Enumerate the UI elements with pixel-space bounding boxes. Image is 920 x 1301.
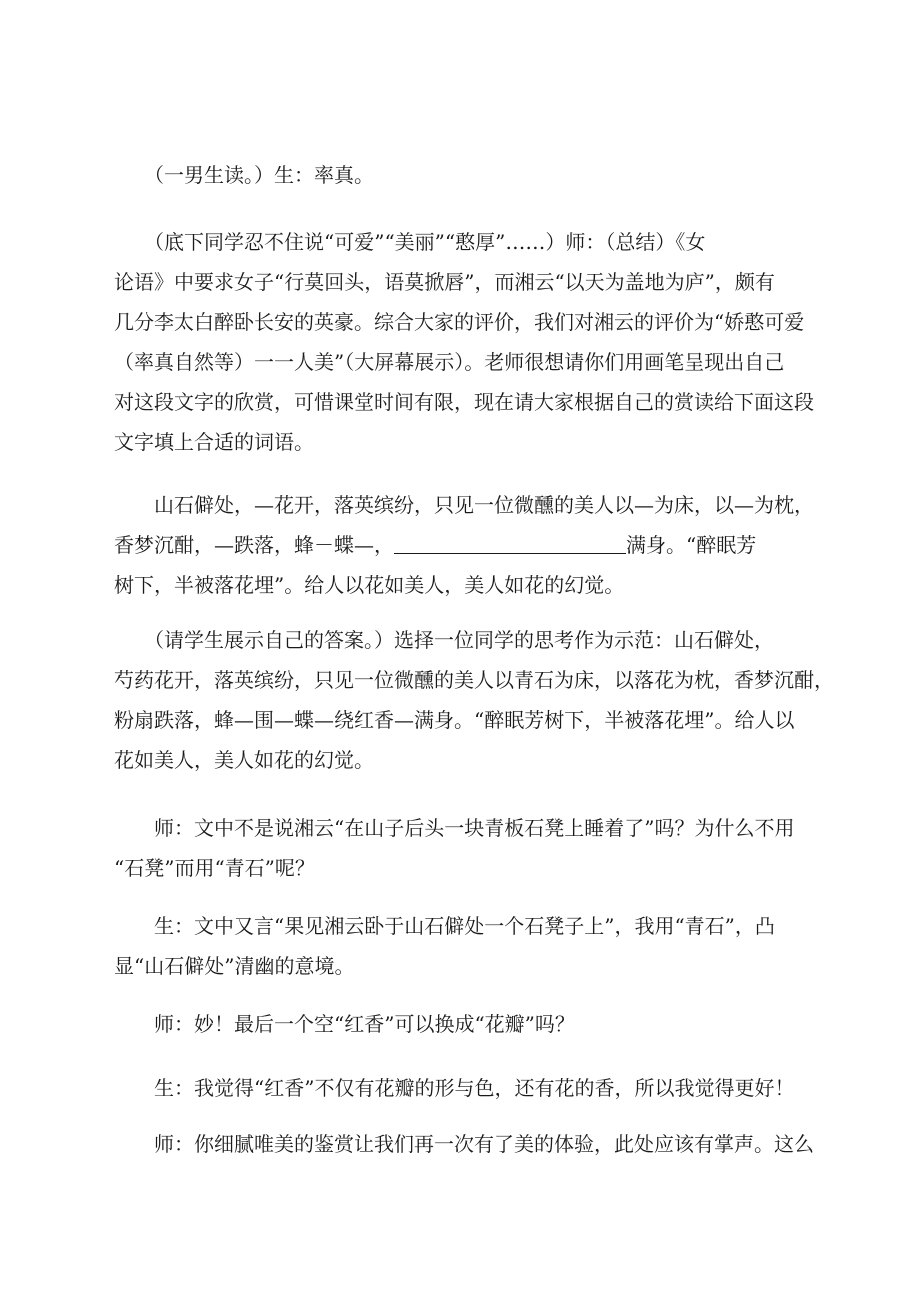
text-line: 生：我觉得“红香”不仅有花瓣的形与色，还有花的香，所以我觉得更好！	[114, 1076, 795, 1100]
text-line: （一男生读。）生：率真。	[114, 163, 374, 187]
text-line	[114, 525, 824, 565]
paragraph-student-answer	[114, 906, 824, 986]
text-line: 粉扇跌落，蜂—围—蝶—绕红香—满身。“醉眠芳树下，半被落花埋”。给人以	[114, 708, 795, 732]
text-line: 师：你细腻唯美的鉴赏让我们再一次有了美的体验，此处应该有掌声。这么	[114, 1132, 814, 1156]
paragraph-teacher-question	[114, 808, 824, 888]
text-line: （底下同学忍不住说“可爱”“美丽”“憨厚”……）师：（总结）《女	[114, 230, 706, 254]
text-line: （请学生展示自己的答案。）选择一位同学的思考作为示范：山石僻处，	[114, 628, 774, 652]
paragraph-fill-in-exercise	[114, 485, 824, 605]
paragraph-sample-answer	[114, 620, 834, 780]
text-segment: 香梦沉酣，—跌落，蜂－蝶—，	[114, 533, 394, 557]
text-line: 师：文中不是说湘云“在山子后头一块青板石凳上睡着了”吗？为什么不用	[114, 816, 795, 840]
text-line: 生：文中又言“果见湘云卧于山石僻处一个石凳子上”，我用“青石”，凸	[114, 914, 775, 938]
fill-in-blank	[394, 531, 626, 554]
text-line: 对这段文字的欣赏，可惜课堂时间有限，现在请大家根据自己的赏读给下面这段	[114, 390, 814, 414]
text-line: 师：妙！最后一个空“红香”可以换成“花瓣”吗？	[114, 1012, 575, 1036]
text-line: 花如美人，美人如花的幻觉。	[114, 748, 374, 772]
text-line: （率真自然等）一一人美”（大屏幕展示）。老师很想请你们用画笔呈现出自己	[114, 350, 785, 374]
text-line: “石凳”而用“青石”呢？	[114, 856, 315, 880]
text-line: 论语》中要求女子“行莫回头，语莫掀唇”，而湘云“以天为盖地为庐”，颇有	[114, 270, 775, 294]
text-segment: 满身。“醉眠芳	[626, 533, 757, 557]
text-line: 树下，半被落花埋”。给人以花如美人，美人如花的幻觉。	[114, 573, 625, 597]
text-line: 几分李太白醉卧长安的英豪。综合大家的评价，我们对湘云的评价为“娇憨可爱	[114, 310, 805, 334]
text-line: 显“山石僻处”清幽的意境。	[114, 954, 355, 978]
paragraph-student-reply	[114, 1068, 824, 1108]
paragraph-teacher-summary	[114, 222, 824, 462]
text-line: 文字填上合适的词语。	[114, 430, 314, 454]
text-line: 山石僻处，—花开，落英缤纷，只见一位微醺的美人以—为床，以—为枕，	[114, 493, 814, 517]
paragraph-teacher-followup	[114, 1004, 824, 1044]
text-line: 芍药花开，落英缤纷，只见一位微醺的美人以青石为床，以落花为枕，香梦沉酣，	[114, 668, 834, 692]
paragraph-student-reading	[114, 155, 824, 195]
paragraph-teacher-praise	[114, 1124, 824, 1164]
